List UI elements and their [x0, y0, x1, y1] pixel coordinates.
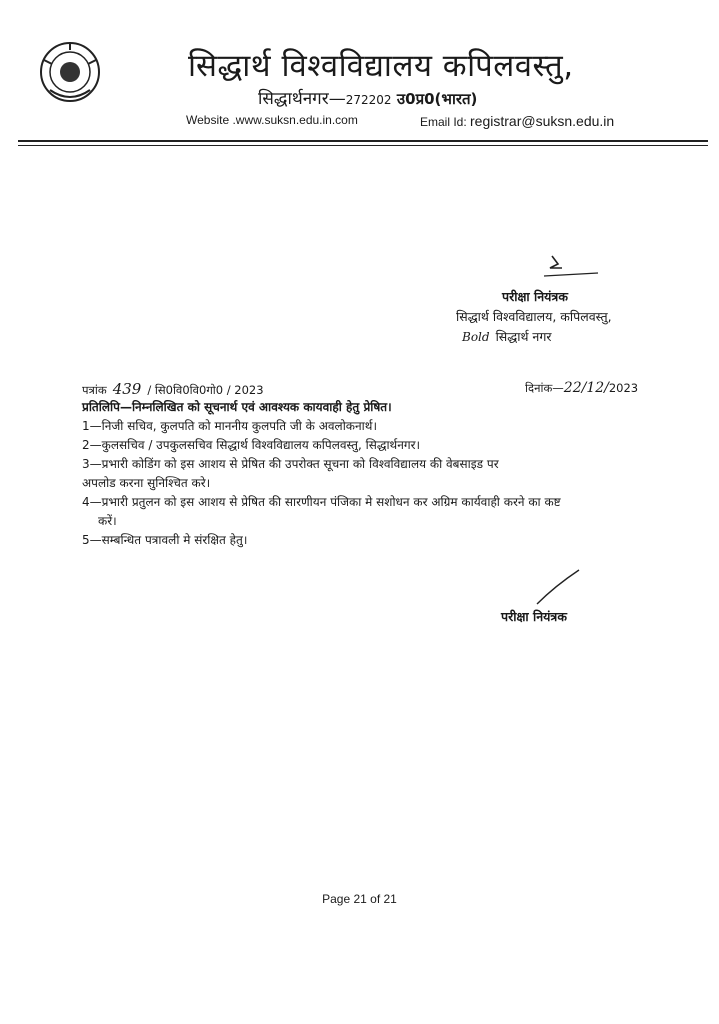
copy-to-item-5: 5—सम्बन्धित पत्रावली मे संरक्षित हेतु। — [82, 533, 248, 547]
controller-place-top — [462, 328, 552, 345]
copy-to-item-3: 3—प्रभारी कोडिंग को इस आशय से प्रेषित की उपरोक्त सूचना को विश्वविद्यालय की वेबसाइड पर — [82, 457, 499, 471]
copy-to-item-4: 4—प्रभारी प्रतुलन को इस आशय से प्रेषित की सारणीयन पंजिका मे सशोधन कर अग्रिम कार्यवाही करने का कष्ट — [82, 495, 561, 509]
website-text: Website .www.suksn.edu.in.com — [186, 113, 358, 127]
date-handwritten: 22/12/ — [563, 380, 609, 396]
handwritten-stamp-note: Bold — [462, 330, 490, 344]
controller-title-top: परीक्षा नियंत्रक — [502, 289, 568, 304]
email-text — [420, 113, 614, 129]
controller-title-bottom: परीक्षा नियंत्रक — [501, 609, 567, 624]
signature-mark-top — [540, 250, 600, 280]
address-state: उ0प्र0(भारत) — [396, 90, 478, 108]
copy-to-item-1: 1—निजी सचिव, कुलपति को माननीय कुलपति जी के अवलोकनार्थ। — [82, 419, 377, 433]
email-label: Email Id: — [420, 115, 471, 129]
copy-to-section — [82, 398, 667, 550]
copy-to-item-2: 2—कुलसचिव / उपकुलसचिव सिद्धार्थ विश्वविद्यालय कपिलवस्तु, सिद्धार्थनगर। — [82, 438, 421, 452]
reference-date — [525, 380, 638, 396]
university-name: सिद्धार्थ विश्वविद्यालय कपिलवस्तु, — [188, 48, 574, 84]
signature-mark-bottom — [535, 568, 581, 606]
reference-number — [82, 380, 264, 398]
reference-suffix: / सि0वि0वि0गो0 / 2023 — [147, 383, 264, 397]
email-address: registrar@suksn.edu.in — [470, 113, 615, 129]
header-rule-thick — [18, 140, 708, 142]
university-address — [258, 86, 477, 109]
copy-to-item-4-cont: करें। — [98, 514, 117, 528]
copy-to-heading: प्रतिलिपि—निम्नलिखित को सूचनार्थ एवं आवश्यक कायवाही हेतु प्रेषित। — [82, 400, 392, 414]
address-pincode: 272202 — [345, 93, 392, 107]
date-label: दिनांक— — [525, 381, 564, 395]
university-logo — [38, 40, 102, 104]
reference-handwritten-number: 439 — [112, 380, 142, 398]
place-text: सिद्धार्थ नगर — [495, 329, 552, 344]
header-rule-thin — [18, 145, 708, 146]
controller-university-top: सिद्धार्थ विश्वविद्यालय, कपिलवस्तु, — [456, 309, 612, 324]
address-city: सिद्धार्थनगर— — [258, 89, 346, 109]
date-year: 2023 — [608, 381, 639, 395]
copy-to-item-3-cont: अपलोड करना सुनिश्चित करे। — [82, 476, 211, 490]
reference-prefix: पत्रांक — [82, 383, 107, 397]
page-number: Page 21 of 21 — [322, 892, 397, 906]
